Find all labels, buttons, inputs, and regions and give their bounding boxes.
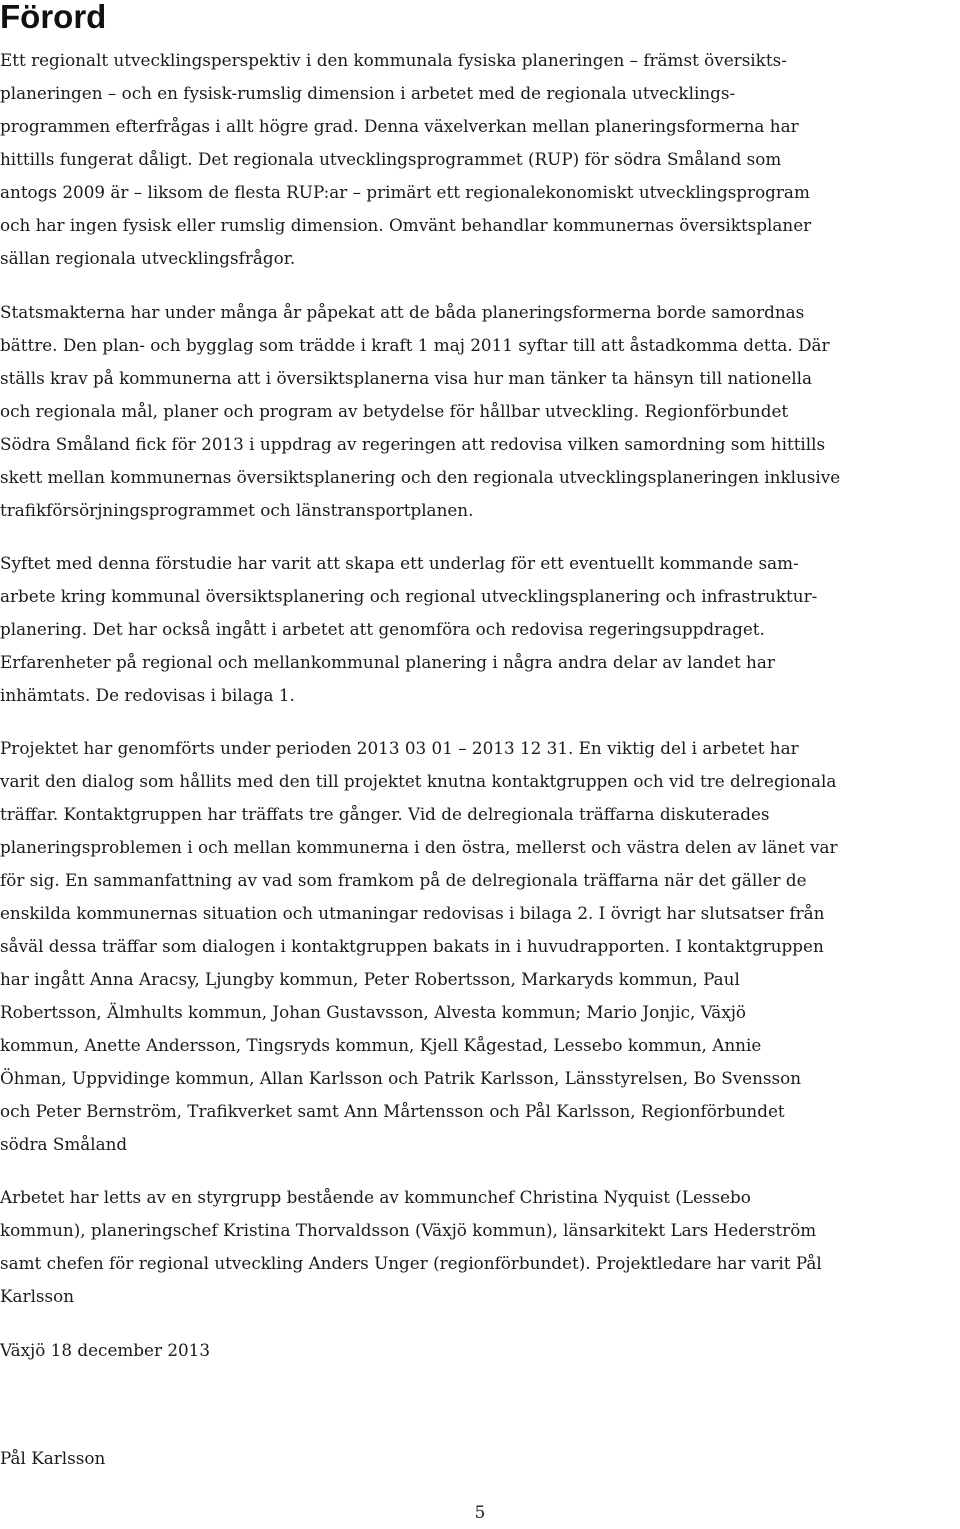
text-line: för sig. En sammanfattning av vad som framkom på de delregionala träffarna när det gäller de <box>0 870 807 890</box>
paragraph-statsmakterna <box>0 296 955 527</box>
text-line: Robertsson, Älmhults kommun, Johan Gustavsson, Alvesta kommun; Mario Jonjic, Växjö <box>0 1002 747 1022</box>
paragraph-styrgrupp <box>0 1181 955 1313</box>
text-line: Statsmakterna har under många år påpekat att de båda planeringsformerna borde samordnas <box>0 302 805 322</box>
text-line: samt chefen för regional utveckling Anders Unger (regionförbundet). Projektledare har varit Pål <box>0 1253 822 1273</box>
text-line: och Peter Bernström, Trafikverket samt Ann Mårtensson och Pål Karlsson, Regionförbundet <box>0 1101 785 1121</box>
text-line: har ingått Anna Aracsy, Ljungby kommun, Peter Robertsson, Markaryds kommun, Paul <box>0 969 740 989</box>
text-line: planeringen – och en fysisk-rumslig dimension i arbetet med de regionala utvecklings- <box>0 83 736 103</box>
paragraph-syftet <box>0 547 955 712</box>
text-line: såväl dessa träffar som dialogen i kontaktgruppen bakats in i huvudrapporten. I kontaktgruppen <box>0 936 824 956</box>
text-line: bättre. Den plan- och bygglag som trädde i kraft 1 maj 2011 syftar till att åstadkomma detta. Där <box>0 335 830 355</box>
text-line: arbete kring kommunal översiktsplanering och regional utvecklingsplanering och infrastruktur- <box>0 586 818 606</box>
text-line: varit den dialog som hållits med den till projektet knutna kontaktgruppen och vid tre delregionala <box>0 771 837 791</box>
text-line: Erfarenheter på regional och mellankommunal planering i några andra delar av landet har <box>0 652 775 672</box>
page-number: 5 <box>474 1502 486 1522</box>
text-line: södra Småland <box>0 1134 128 1154</box>
text-line: och regionala mål, planer och program av betydelse för hållbar utveckling. Regionförbundet <box>0 401 789 421</box>
text-line: ställs krav på kommunerna att i översiktsplanerna visa hur man tänker ta hänsyn till nationella <box>0 368 812 388</box>
text-line: hittills fungerat dåligt. Det regionala utvecklingsprogrammet (RUP) för södra Småland som <box>0 149 782 169</box>
text-line: och har ingen fysisk eller rumslig dimension. Omvänt behandlar kommunernas översiktsplaner <box>0 215 812 235</box>
page-title: Förord <box>0 0 107 35</box>
author-signature: Pål Karlsson <box>0 1448 106 1468</box>
text-line: enskilda kommunernas situation och utmaningar redovisas i bilaga 2. I övrigt har slutsatser från <box>0 903 825 923</box>
text-line: träffar. Kontaktgruppen har träffats tre gånger. Vid de delregionala träffarna diskuterades <box>0 804 770 824</box>
text-line: sällan regionala utvecklingsfrågor. <box>0 248 296 268</box>
text-line: Arbetet har letts av en styrgrupp bestående av kommunchef Christina Nyquist (Lessebo <box>0 1187 751 1207</box>
text-line: skett mellan kommunernas översiktsplanering och den regionala utvecklingsplaneringen inklusive <box>0 467 841 487</box>
paragraph-projektet <box>0 732 955 1161</box>
text-line: planering. Det har också ingått i arbetet att genomföra och redovisa regeringsuppdraget. <box>0 619 765 639</box>
text-line: Projektet har genomförts under perioden 2013 03 01 – 2013 12 31. En viktig del i arbetet har <box>0 738 799 758</box>
place-and-date: Växjö 18 december 2013 <box>0 1340 211 1360</box>
text-line: planeringsproblemen i och mellan kommunerna i den östra, mellerst och västra delen av länet var <box>0 837 838 857</box>
text-line: Karlsson <box>0 1286 75 1306</box>
text-line: antogs 2009 är – liksom de flesta RUP:ar – primärt ett regionalekonomiskt utvecklingsprogram <box>0 182 810 202</box>
paragraph-intro <box>0 44 955 275</box>
text-line: kommun, Anette Andersson, Tingsryds kommun, Kjell Kågestad, Lessebo kommun, Annie <box>0 1035 762 1055</box>
text-line: Syftet med denna förstudie har varit att skapa ett underlag för ett eventuellt kommande sam- <box>0 553 799 573</box>
text-line: inhämtats. De redovisas i bilaga 1. <box>0 685 295 705</box>
text-line: programmen efterfrågas i allt högre grad. Denna växelverkan mellan planeringsformerna har <box>0 116 799 136</box>
text-line: Södra Småland fick för 2013 i uppdrag av regeringen att redovisa vilken samordning som hittills <box>0 434 826 454</box>
text-line: Ett regionalt utvecklingsperspektiv i den kommunala fysiska planeringen – främst översikts- <box>0 50 787 70</box>
text-line: trafikförsörjningsprogrammet och länstransportplanen. <box>0 500 474 520</box>
text-line: Öhman, Uppvidinge kommun, Allan Karlsson och Patrik Karlsson, Länsstyrelsen, Bo Svensson <box>0 1068 802 1088</box>
text-line: kommun), planeringschef Kristina Thorvaldsson (Växjö kommun), länsarkitekt Lars Hederström <box>0 1220 817 1240</box>
